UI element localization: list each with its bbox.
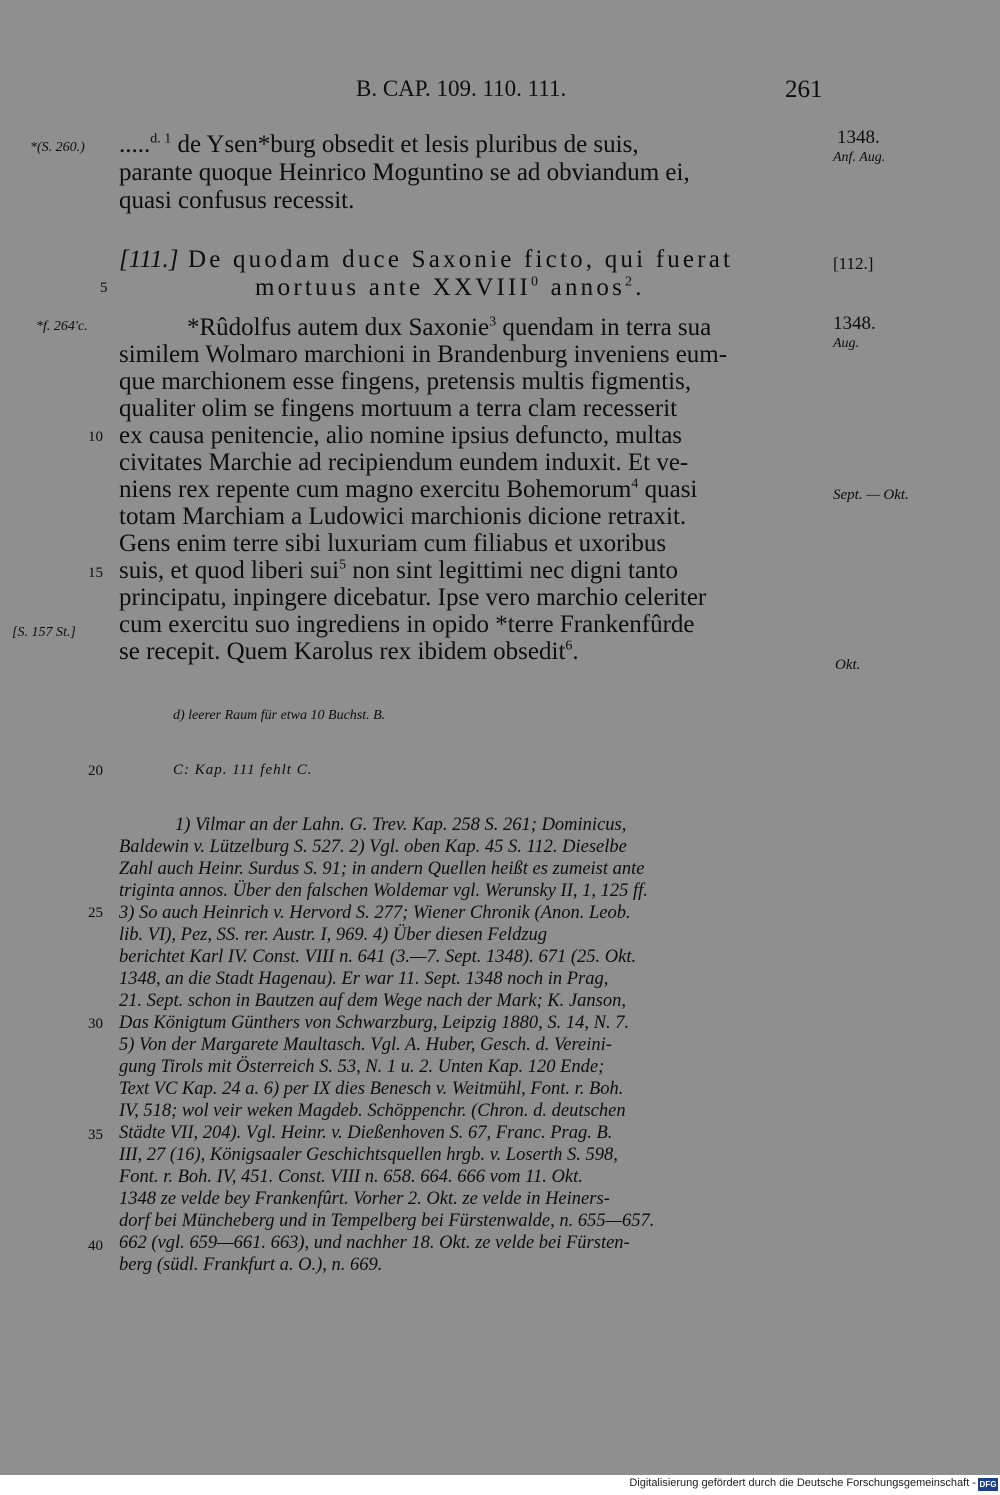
note-ref: 6 xyxy=(565,638,573,654)
text-line: qualiter olim se fingens mortuum a terra clam recesserit xyxy=(119,395,678,422)
text-line: quasi confusus recessit. xyxy=(119,187,355,214)
date-okt: Okt. xyxy=(835,657,861,673)
date-month: Anf. Aug. xyxy=(833,150,886,165)
text-line: que marchionem esse fingens, pretensis multis figmentis, xyxy=(119,368,692,395)
text-line xyxy=(187,314,711,342)
date-sept-okt: Sept. — Okt. xyxy=(833,487,909,503)
footnote-line: 662 (vgl. 659—661. 663), und nachher 18. Okt. ze velde bei Fürsten- xyxy=(119,1233,630,1253)
margin-ref-s260: *(S. 260.) xyxy=(30,140,85,155)
note-ref: d. 1 xyxy=(150,131,172,147)
text-fragment: se recepit. Quem Karolus rex ibidem obsedit xyxy=(119,638,566,665)
text-line xyxy=(119,638,579,666)
page-number: 261 xyxy=(785,76,823,103)
date-month: Aug. xyxy=(833,336,860,351)
text-fragment: quendam in terra sua xyxy=(496,314,712,341)
footnote-line: triginta annos. Über den falschen Woldemar vgl. Werunsky II, 1, 125 ff. xyxy=(119,881,648,901)
note-ref: 4 xyxy=(631,476,639,492)
text-fragment: non sint legittimi nec digni tanto xyxy=(346,557,679,584)
text-fragment: de Ysen*burg obsedit et lesis pluribus de suis, xyxy=(171,131,639,158)
footnote-line: Zahl auch Heinr. Surdus S. 91; in andern Quellen heißt es zumeist ante xyxy=(119,859,645,879)
text-line: Gens enim terre sibi luxuriam cum filiabus et uxoribus xyxy=(119,530,667,557)
line-number: 35 xyxy=(88,1127,103,1143)
variant-note-d: d) leerer Raum für etwa 10 Buchst. B. xyxy=(173,708,386,723)
dfg-logo: DFG xyxy=(979,1480,997,1489)
footnote-line: 1348 ze velde bey Frankenfûrt. Vorher 2. Okt. ze velde in Heiners- xyxy=(119,1189,610,1209)
footnote-line: Das Königtum Günthers von Schwarzburg, Leipzig 1880, S. 14, N. 7. xyxy=(119,1013,630,1033)
footnote-line: gung Tirols mit Österreich S. 53, N. 1 u. 2. Unten Kap. 120 Ende; xyxy=(119,1057,605,1077)
chapter-title: De quodam duce Saxonie ficto, qui fuerat xyxy=(187,246,734,273)
text-line: cum exercitu suo ingrediens in opido *terre Frankenfûrde xyxy=(119,611,695,638)
footnote-line: III, 27 (16), Königsaaler Geschichtsquellen hrgb. v. Loserth S. 598, xyxy=(119,1145,618,1165)
footnote-line: Baldewin v. Lützelburg S. 527. 2) Vgl. oben Kap. 45 S. 112. Dieselbe xyxy=(119,837,627,857)
chapter-heading-line2 xyxy=(255,274,645,302)
chapter-number: [111.] xyxy=(119,246,179,273)
text-fragment: annos xyxy=(541,274,626,301)
text-line: ex causa penitencie, alio nomine ipsius defuncto, multas xyxy=(119,422,683,449)
line-number: 5 xyxy=(100,280,108,296)
footnote-line: Text VC Kap. 24 a. 6) per IX dies Benesch v. Weitmühl, Font. r. Boh. xyxy=(119,1079,624,1099)
running-header: B. CAP. 109. 110. 111. xyxy=(356,76,567,101)
variant-note-c: C: Kap. 111 fehlt C. xyxy=(173,762,313,778)
text-fragment: quasi xyxy=(638,476,698,503)
footnote-line: 1348, an die Stadt Hagenau). Er war 11. Sept. 1348 noch in Prag, xyxy=(119,969,609,989)
text-fragment: . xyxy=(635,274,645,301)
text-line: totam Marchiam a Ludowici marchionis dicione retraxit. xyxy=(119,503,687,530)
line-number: 30 xyxy=(88,1016,103,1032)
text-fragment: mortuus ante XXVIII xyxy=(255,274,532,301)
line-number: 10 xyxy=(88,429,103,445)
text-line xyxy=(119,557,678,585)
note-ref: 2 xyxy=(625,274,636,290)
date-year: 1348. xyxy=(837,127,880,148)
date-year: 1348. xyxy=(833,313,876,334)
text-fragment: niens rex repente cum magno exercitu Bohemorum xyxy=(119,476,632,503)
footnote-line: berg (südl. Frankfurt a. O.), n. 669. xyxy=(119,1255,383,1275)
margin-ref-f264c: *f. 264'c. xyxy=(36,319,88,334)
line-number: 40 xyxy=(88,1238,103,1254)
text-line xyxy=(119,476,697,504)
footnote-line: 1) Vilmar an der Lahn. G. Trev. Kap. 258 S. 261; Dominicus, xyxy=(175,815,627,835)
note-ref: 3 xyxy=(489,314,497,330)
text-fragment: . xyxy=(572,638,579,665)
footnote-line: 21. Sept. schon in Bautzen auf dem Wege nach der Mark; K. Janson, xyxy=(119,991,626,1011)
footnote-line: Städte VII, 204). Vgl. Heinr. v. Dießenhoven S. 67, Franc. Prag. B. xyxy=(119,1123,613,1143)
line-number: 15 xyxy=(88,565,103,581)
credit-bar xyxy=(0,1475,1000,1495)
text-line: principatu, inpingere dicebatur. Ipse vero marchio celeriter xyxy=(119,584,707,611)
lacuna-dots: ..... xyxy=(119,131,151,158)
footnote-line: lib. VI), Pez, SS. rer. Austr. I, 969. 4) Über diesen Feldzug xyxy=(119,925,548,945)
text-line xyxy=(119,131,639,159)
footnote-line: dorf bei Müncheberg und in Tempelberg bei Fürstenwalde, n. 655—657. xyxy=(119,1211,655,1231)
text-line: parante quoque Heinrico Moguntino se ad obviandum ei, xyxy=(119,159,690,186)
line-number: 25 xyxy=(88,905,103,921)
funding-credit: Digitalisierung gefördert durch die Deutsche Forschungsgemeinschaft - xyxy=(629,1477,976,1489)
superscript: 0 xyxy=(531,274,542,290)
text-fragment: *Rûdolfus autem dux Saxonie xyxy=(187,314,490,341)
footnote-line: Font. r. Boh. IV, 451. Const. VIII n. 658. 664. 666 vom 11. Okt. xyxy=(119,1167,583,1187)
line-number: 20 xyxy=(88,763,103,779)
footnote-line: 5) Von der Margarete Maultasch. Vgl. A. Huber, Gesch. d. Vereini- xyxy=(119,1035,612,1055)
footnote-line: berichtet Karl IV. Const. VIII n. 641 (3.—7. Sept. 1348). 671 (25. Okt. xyxy=(119,947,637,967)
text-line: similem Wolmaro marchioni in Brandenburg inveniens eum- xyxy=(119,341,728,368)
text-line: civitates Marchie ad recipiendum eundem induxit. Et ve- xyxy=(119,449,689,476)
footnote-line: IV, 518; wol veir weken Magdeb. Schöppenchr. (Chron. d. deutschen xyxy=(119,1101,626,1121)
margin-ref-s157: [S. 157 St.] xyxy=(12,625,76,640)
footnote-line: 3) So auch Heinrich v. Hervord S. 277; Wiener Chronik (Anon. Leob. xyxy=(119,903,631,923)
b-chapter-ref: [112.] xyxy=(833,254,874,273)
chapter-heading-line1 xyxy=(119,246,733,274)
text-fragment: suis, et quod liberi sui xyxy=(119,557,340,584)
note-ref: 5 xyxy=(339,557,347,573)
